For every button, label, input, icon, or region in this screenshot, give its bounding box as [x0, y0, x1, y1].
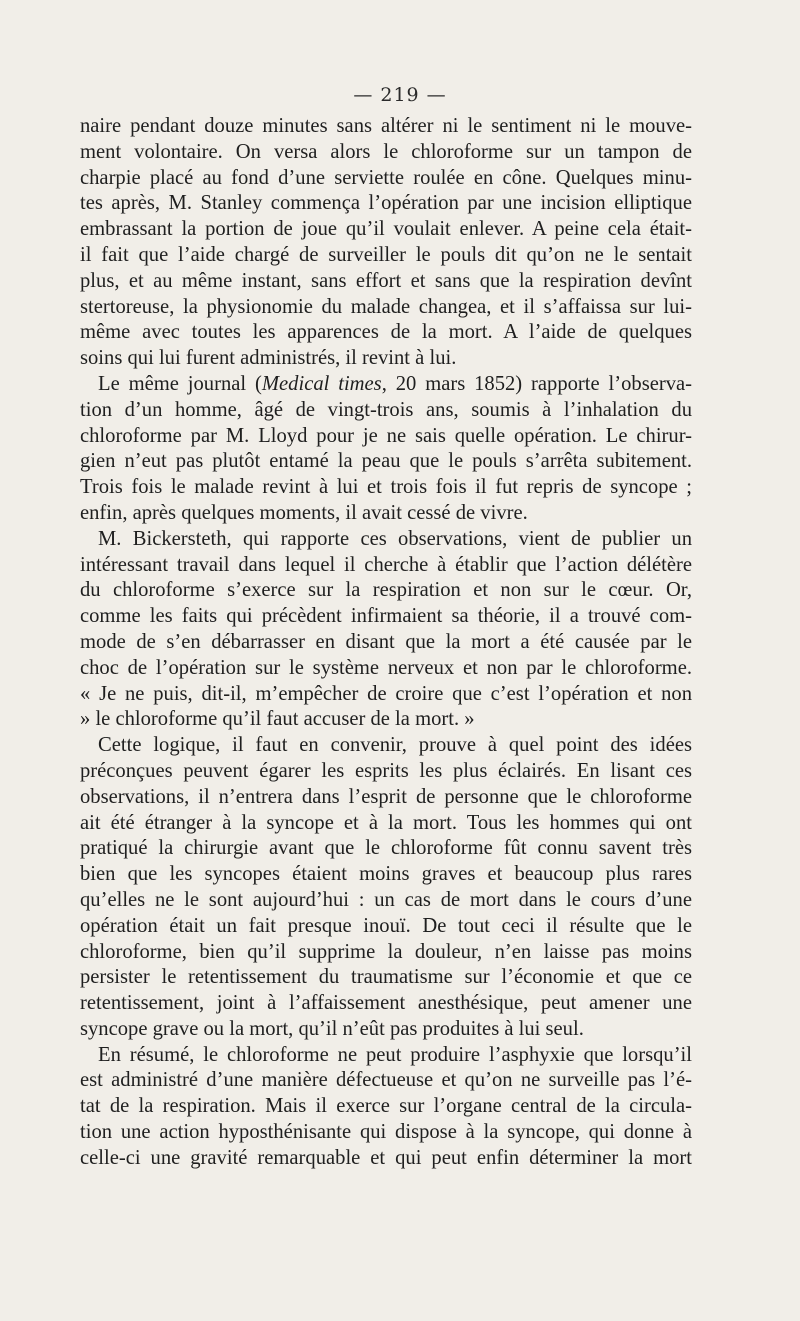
text-line: En résumé, le chloroforme ne peut produire l’asphyxie que lorsqu’il: [98, 1043, 692, 1066]
text-line: tes après, M. Stanley commença l’opération par une incision elliptique: [80, 192, 692, 215]
paragraph-5: [80, 1043, 692, 1172]
text-line: du chloroforme s’exerce sur la respiration et non sur le cœur. Or,: [80, 579, 692, 602]
text-line: Trois fois le malade revint à lui et trois fois il fut repris de syncope ;: [80, 476, 692, 499]
text-line: enfin, après quelques moments, il avait cessé de vivre.: [80, 501, 528, 524]
text-line: tion une action hyposthénisante qui dispose à la syncope, qui donne à: [80, 1121, 692, 1144]
text-line: persister le retentissement du traumatisme sur l’économie et que ce: [80, 966, 692, 989]
text-line: observations, il n’entrera dans l’esprit de personne que le chloroforme: [80, 785, 692, 808]
text-line: comme les faits qui précèdent infirmaient sa théorie, il a trouvé com-: [80, 605, 692, 628]
text-line: mode de s’en débarrasser en disant que la mort a été causée par le: [80, 630, 692, 653]
text-line: pratiqué la chirurgie avant que le chloroforme fût connu savent très: [80, 837, 692, 860]
text-line: bien que les syncopes étaient moins graves et beaucoup plus rares: [80, 863, 692, 886]
text-line: naire pendant douze minutes sans altérer ni le sentiment ni le mouve-: [80, 115, 692, 137]
text-line: chloroforme, bien qu’il supprime la douleur, n’en laisse pas moins: [80, 940, 692, 963]
text-line: syncope grave ou la mort, qu’il n’eût pas produites à lui seul.: [80, 1017, 584, 1040]
paragraph-4: [80, 733, 692, 1043]
journal-title: Medical times: [261, 372, 382, 395]
paragraph-1: [80, 114, 692, 372]
text-line: plus, et au même instant, sans effort et sans que la respiration devînt: [80, 269, 692, 292]
text-line: est administré d’une manière défectueuse et qu’on ne surveille pas l’é-: [80, 1069, 692, 1092]
text-line: tion d’un homme, âgé de vingt-trois ans, soumis à l’inhalation du: [80, 398, 692, 421]
body-text: [80, 114, 692, 1172]
text-line: M. Bickersteth, qui rapporte ces observations, vient de publier un: [98, 527, 692, 550]
text-line: [80, 372, 692, 398]
text-line: intéressant travail dans lequel il cherche à établir que l’action délétère: [80, 553, 692, 576]
text-line: ait été étranger à la syncope et à la mort. Tous les hommes qui ont: [80, 811, 692, 834]
text-line: soins qui lui furent administrés, il revint à lui.: [80, 347, 457, 370]
text-line: qu’elles ne le sont aujourd’hui : un cas de mort dans le cours d’une: [80, 888, 692, 911]
text-fragment: Le même journal (: [98, 372, 262, 395]
text-line: stertoreuse, la physionomie du malade changea, et il s’affaissa sur lui-: [80, 295, 692, 318]
text-line: choc de l’opération sur le système nerveux et non par le chloroforme.: [80, 656, 692, 679]
text-line: opération était un fait presque inouï. De tout ceci il résulte que le: [80, 914, 692, 937]
text-line: gien n’eut pas plutôt entamé la peau que le pouls s’arrêta subitement.: [80, 450, 692, 473]
quote-line: » le chloroforme qu’il faut accuser de la mort. »: [80, 708, 475, 731]
text-line: chloroforme par M. Lloyd pour je ne sais quelle opération. Le chirur-: [80, 424, 692, 447]
text-line: préconçues peuvent égarer les esprits les plus éclairés. En lisant ces: [80, 759, 692, 782]
paragraph-3: [80, 527, 692, 733]
quote-line: « Je ne puis, dit-il, m’empêcher de croire que c’est l’opération et non: [80, 682, 692, 705]
text-line: même avec toutes les apparences de la mort. A l’aide de quelques: [80, 321, 692, 344]
text-line: charpie placé au fond d’une serviette roulée en cône. Quelques minu-: [80, 166, 692, 189]
text-line: Cette logique, il faut en convenir, prouve à quel point des idées: [98, 734, 692, 757]
text-line: embrassant la portion de joue qu’il voulait enlever. A peine cela était-: [80, 218, 692, 241]
text-line: retentissement, joint à l’affaissement anesthésique, peut amener une: [80, 992, 692, 1015]
text-line: ment volontaire. On versa alors le chloroforme sur un tampon de: [80, 140, 692, 163]
text-line: il fait que l’aide chargé de surveiller le pouls dit qu’on ne le sentait: [80, 243, 692, 266]
page-number: — 219 —: [353, 84, 447, 106]
paragraph-2: [80, 372, 692, 527]
text-line: celle-ci une gravité remarquable et qui peut enfin déterminer la mort: [80, 1146, 692, 1169]
text-line: tat de la respiration. Mais il exerce sur l’organe central de la circula-: [80, 1095, 692, 1118]
text-fragment: , 20 mars 1852) rapporte l’observa-: [381, 372, 692, 395]
